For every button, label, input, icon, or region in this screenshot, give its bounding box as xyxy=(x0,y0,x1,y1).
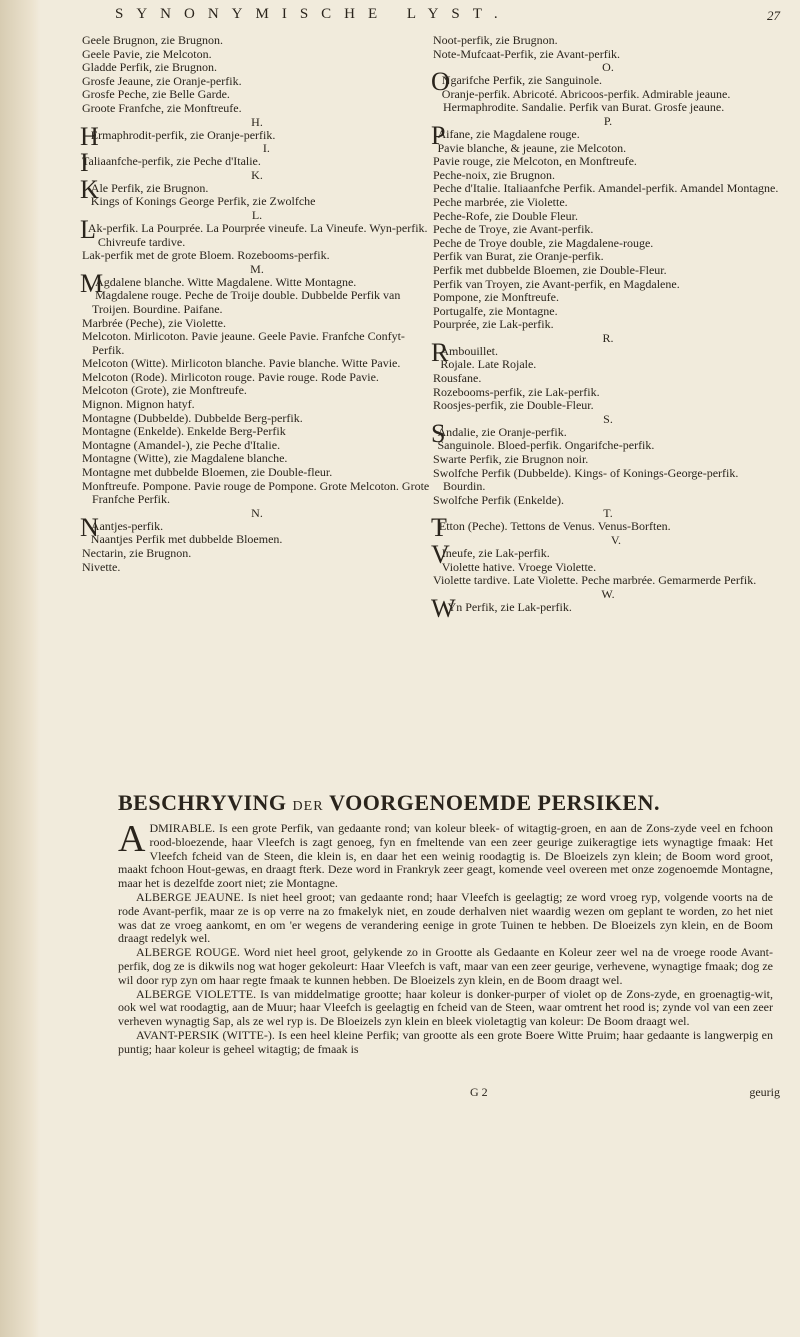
synonym-entry: Montagne met dubbelde Bloemen, zie Double-fleur. xyxy=(82,465,333,480)
signature-mark: G 2 xyxy=(470,1085,488,1099)
synonym-entry: Note-Mufcaat-Perfik, zie Avant-perfik. xyxy=(433,46,621,61)
synonym-entry: Noot-perfik, zie Brugnon. xyxy=(433,33,558,47)
synonym-entry: Grosfe Jeaune, zie Oranje-perfik. xyxy=(82,73,242,88)
synonym-entry: Perfik van Burat, zie Oranje-perfik. xyxy=(433,249,604,264)
synonym-entry: WYn Perfik, zie Lak-perfik. xyxy=(431,593,572,623)
synonym-entry: Montagne (Dubbelde). Dubbelde Berg-perfik. xyxy=(82,410,303,425)
synonym-entry: ITaliaanfche-perfik, zie Peche d'Italie. xyxy=(80,148,261,178)
synonym-entry: Grosfe Peche, zie Belle Garde. xyxy=(82,87,230,102)
letter-heading: L. xyxy=(251,207,263,222)
section-title xyxy=(118,790,758,816)
synonym-entry: HErmaphrodit-perfik, zie Oranje-perfik. xyxy=(80,121,276,151)
synonym-entry: Gladde Perfik, zie Brugnon. xyxy=(82,60,217,75)
synonym-entry: Montagne (Witte), zie Magdalene blanche. xyxy=(82,451,288,466)
description-paragraph: AVANT-PERSIK (WITTE-). Is een heel kleine Perfik; van grootte als een grote Boere Witte Pruim; haar gedaante is langwerpig en puntig; haar koleur is geheel witagtig; de fmaak is xyxy=(118,1027,773,1056)
synonym-entry: Pourprée, zie Lak-perfik. xyxy=(433,317,554,332)
section-title-b: VOORGENOEMDE PERSIKEN. xyxy=(329,790,660,815)
letter-heading: W. xyxy=(601,586,615,601)
synonym-entry: VIneufe, zie Lak-perfik. xyxy=(431,540,550,569)
running-head xyxy=(20,6,780,30)
letter-heading: S. xyxy=(603,411,613,426)
synonym-entry: Pompone, zie Monftreufe. xyxy=(433,290,559,305)
synonym-entry: PAifane, zie Magdalene rouge. xyxy=(431,120,580,150)
synonym-entry: Violette hative. Vroege Violette. xyxy=(441,559,597,574)
synonym-entry: Oranje-perfik. Abricoté. Abricoos-perfik. Admirable jeaune. Hermaphrodite. Sandalie. Perfik van Burat. Grosfe jeaune. xyxy=(441,86,731,115)
letter-heading: P. xyxy=(603,113,613,128)
synonym-entry: MAgdalene blanche. Witte Magdalene. Witte Montagne. xyxy=(80,268,357,298)
synonym-entry: Rozebooms-perfik, zie Lak-perfik. xyxy=(433,384,600,399)
synonym-entry: Montagne (Enkelde). Enkelde Berg-Perfik xyxy=(82,424,286,439)
description-paragraph: ALBERGE JEAUNE. Is niet heel groot; van gedaante rond; haar Vleefch is geelagtig; ze word vroeg ryp, volgende voorts na de rode Avant-perfik, maar ze is op verre na zo fmakelyk niet, en zoude derhalven niet waardig wezen om geplant te worden, zo het niet was dat ze vroeg aankomt, en om 'er wegens de verandering eenige in grote Tuinen te hebben. De Bloeizels zyn klein, en de Boom draagt redelyk wel. xyxy=(118,889,773,946)
synonym-entry: NAantjes-perfik. xyxy=(80,512,164,542)
letter-heading: R. xyxy=(602,330,614,345)
synonym-entry: Kings of Konings George Perfik, zie Zwolfche xyxy=(90,194,316,209)
synonym-entry: Melcoton (Rode). Mirlicoton rouge. Pavie rouge. Rode Pavie. xyxy=(82,369,379,384)
synonym-entry: Pavie blanche, & jeaune, zie Melcoton. xyxy=(437,140,627,155)
synonym-entry: Swolfche Perfik (Enkelde). xyxy=(433,492,564,507)
synonym-entry: Peche-noix, zie Brugnon. xyxy=(433,167,555,182)
synonym-entry: Nivette. xyxy=(82,559,121,574)
synonym-entry: Magdalene rouge. Peche de Troije double. Dubbelde Perfik van Troijen. Bourdine. Paifane. xyxy=(92,288,401,316)
running-head-title: SYNONYMISCHE LYST. xyxy=(115,6,511,22)
drop-initial: A xyxy=(118,818,146,860)
synonym-entry: Portugalfe, zie Montagne. xyxy=(433,303,558,318)
description-paragraph: ADMIRABLE. Is een grote Perfik, van gedaante rond; van koleur bleek- of witagtig-groen, en aan de Zons-zyde veel en fchoon rood-bloezende, haar Vleefch is zagt genoeg, fyn en fmeltende van een zeer geurige zuikeragtige iets wynagtige fmaak: Het Vleefch fcheid van de Steen, die klein is, en daar het een weinig roodagtig is. De Bloeizels zyn klein; de Boom word groot, maakt fchoon Hout-gewas, en draagt fterk. Deze word in Frankryk zeer geagt, komende veel overeen met onze zogenoemde Montagne, maar het is dezelfde zoort niet; zie Montagne. xyxy=(118,818,773,891)
synonym-entry: Monftreufe. Pompone. Pavie rouge de Pompone. Grote Melcoton. Grote Franfche Perfik. xyxy=(82,478,430,507)
letter-heading: T. xyxy=(603,506,613,521)
synonym-entry: Nectarin, zie Brugnon. xyxy=(82,546,192,560)
letter-heading: I. xyxy=(262,141,270,156)
synonym-entry: Lak-perfik met de grote Bloem. Rozebooms-perfik. xyxy=(82,248,330,263)
description-paragraph: ALBERGE VIOLETTE. Is van middelmatige grootte; haar koleur is donker-purper of violet op de Zons-zyde, en groenagtig-wit, ook wel wat roodagtig, aan de Muur; haar Vleefch is geelagtig en fcheid van de Steen, waar omtrent het rood is; zynde vol van een zeer verheven wynagtig Sap, als ze wel ryp is. De Bloeizels zyn klein en bleek violetagtig van koleur: De Boom draagt wel. xyxy=(118,986,773,1029)
letter-heading: V. xyxy=(610,533,621,547)
synonym-entry: KAle Perfik, zie Brugnon. xyxy=(80,174,209,204)
synonym-entry: ONgarifche Perfik, zie Sanguinole. xyxy=(431,67,603,97)
synonym-entry: Naantjes Perfik met dubbelde Bloemen. xyxy=(90,532,283,547)
letter-heading: O. xyxy=(602,60,614,75)
synonym-entry: Geele Pavie, zie Melcoton. xyxy=(82,46,212,61)
page-number: 27 xyxy=(767,8,780,23)
left-column xyxy=(82,34,432,574)
description-paragraph: ALBERGE ROUGE. Word niet heel groot, gelykende zo in Grootte als Gedaante en Koleur zeer wel na de vroege roode Avant-perfik, dog ze is dikwils nog wat hoger gekoleurt: Haar Vleefch is vaft, maar van een zeer geurige, verhevene, wynagtige fmaak; dog ze wil door ryp zyn om haar regte fmaak te kunnen hebben. De Bloeizels zyn klein, en de Boom draagt wel. xyxy=(118,945,773,987)
synonym-entry: Peche de Troye, zie Avant-perfik. xyxy=(433,222,594,237)
synonym-entry: Roosjes-perfik, zie Double-Fleur. xyxy=(433,398,594,413)
synonym-entry: Melcoton (Witte). Mirlicoton blanche. Pavie blanche. Witte Pavie. xyxy=(82,356,401,371)
synonym-entry: Peche de Troye double, zie Magdalene-rouge. xyxy=(433,235,654,250)
synonym-entry: TEtton (Peche). Tettons de Venus. Venus-Borften. xyxy=(431,513,671,543)
section-title-a: BESCHRYVING xyxy=(118,790,287,815)
synonym-entry: Sanguinole. Bloed-perfik. Ongarifche-perfik. xyxy=(437,438,655,453)
letter-heading: H. xyxy=(251,114,263,129)
synonym-entry: Melcoton (Grote), zie Monftreufe. xyxy=(82,383,247,398)
right-column xyxy=(431,33,783,623)
description-text xyxy=(118,818,773,1057)
letter-heading: M. xyxy=(250,261,264,276)
synonym-entry: Violette tardive. Late Violette. Peche marbrée. Gemarmerde Perfik. xyxy=(433,573,757,588)
catchword: geurig xyxy=(749,1085,780,1099)
synonym-entry: Rojale. Late Rojale. xyxy=(440,357,537,372)
synonym-entry: SAndalie, zie Oranje-perfik. xyxy=(431,418,567,448)
synonym-entry: Montagne (Amandel-), zie Peche d'Italie. xyxy=(82,437,281,452)
synonym-entry: RAmbouillet. xyxy=(431,337,499,367)
synonym-entry: Swarte Perfik, zie Brugnon noir. xyxy=(433,452,589,467)
synonym-entry: LAk-perfik. La Pourprée. La Pourprée vineufe. La Vineufe. Wyn-perfik. Chivreufe tardive. xyxy=(80,214,428,249)
synonym-entry: Groote Franfche, zie Monftreufe. xyxy=(82,100,242,115)
synonym-entry: Melcoton. Mirlicoton. Pavie jeaune. Geele Pavie. Franfche Confyt-Perfik. xyxy=(82,329,405,357)
gutter-shadow xyxy=(0,0,40,1337)
synonym-entry: Perfik van Troyen, zie Avant-perfik, en Magdalene. xyxy=(433,276,680,291)
synonym-entry: Swolfche Perfik (Dubbelde). Kings- of Konings-George-perfik. Bourdin. xyxy=(433,465,739,494)
synonym-entry: Pavie rouge, zie Melcoton, en Monftreufe. xyxy=(433,154,637,169)
synonym-entry: Mignon. Mignon hatyf. xyxy=(82,397,195,412)
synonym-entry: Peche d'Italie. Italiaanfche Perfik. Amandel-perfik. Amandel Montagne. xyxy=(433,181,779,196)
page-footer xyxy=(470,1085,780,1100)
synonym-entry: Geele Brugnon, zie Brugnon. xyxy=(82,33,223,47)
synonym-entry: Rousfane. xyxy=(433,371,482,386)
section-title-der: DER xyxy=(292,799,324,814)
letter-heading: K. xyxy=(251,167,263,182)
synonym-entry: Peche-Rofe, zie Double Fleur. xyxy=(433,208,578,223)
synonym-entry: Perfik met dubbelde Bloemen, zie Double-Fleur. xyxy=(433,262,667,277)
synonym-entry: Peche marbrée, zie Violette. xyxy=(433,194,568,209)
letter-heading: N. xyxy=(251,505,263,520)
synonym-entry: Marbrée (Peche), zie Violette. xyxy=(82,315,226,330)
